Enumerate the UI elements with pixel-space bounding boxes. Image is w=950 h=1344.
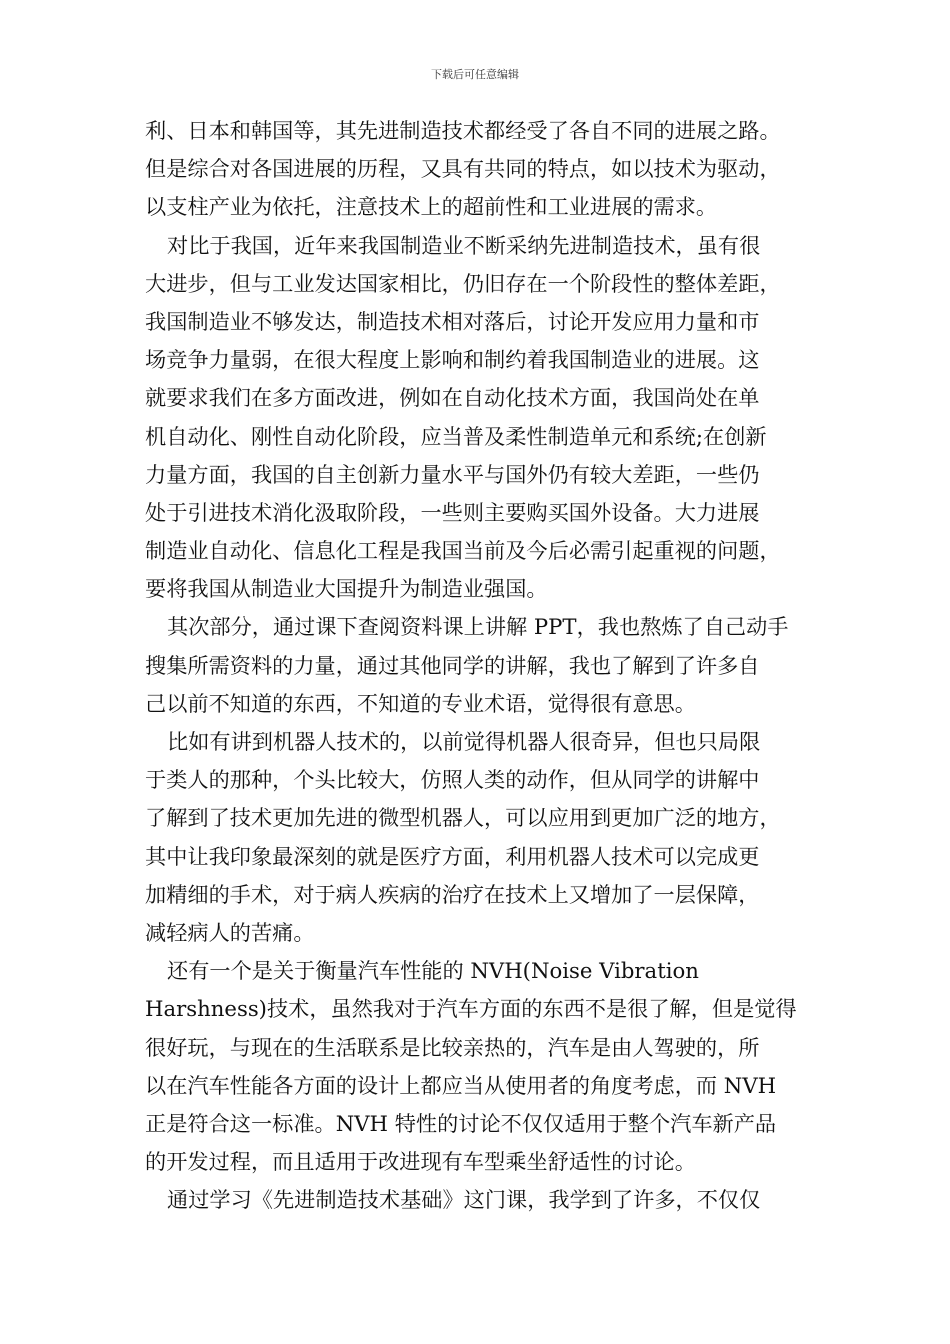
paragraph-first-line: 通过学习《先进制造技术基础》这门课，我学到了许多，不仅仅 [167,1187,761,1213]
text-line: 大进步，但与工业发达国家相比，仍旧存在一个阶段性的整体差距， [145,270,781,296]
text-line: 就要求我们在多方面改进，例如在自动化技术方面，我国尚处在单 [145,385,760,411]
text-line: 机自动化、刚性自动化阶段，应当普及柔性制造单元和系统;在创新 [145,423,767,449]
text-line: 利、日本和韩国等，其先进制造技术都经受了各自不同的进展之路。 [145,118,781,143]
text-line: 力量方面，我国的自主创新力量水平与国外仍有较大差距，一些仍 [145,461,760,487]
text-line: 场竞争力量弱，在很大程度上影响和制约着我国制造业的进展。这 [145,347,760,373]
paragraph-first-line: 比如有讲到机器人技术的，以前觉得机器人很奇异，但也只局限 [167,729,761,754]
text-line: 要将我国从制造业大国提升为制造业强国。 [145,576,548,602]
text-line: 但是综合对各国进展的历程，又具有共同的特点，如以技术为驱动， [145,156,781,182]
text-line: 很好玩，与现在的生活联系是比较亲热的，汽车是由人驾驶的，所 [145,1034,760,1060]
text-line: 制造业自动化、信息化工程是我国当前及今后必需引起重视的问题， [145,538,781,564]
paragraph-first-line: 对比于我国，近年来我国制造业不断采纳先进制造技术，虽有很 [167,232,761,258]
text-line: 加精细的手术，对于病人疾病的治疗在技术上又增加了一层保障， [145,881,760,907]
text-line: Harshness)技术，虽然我对于汽车方面的东西不是很了解，但是觉得 [145,996,797,1022]
text-line: 以在汽车性能各方面的设计上都应当从使用者的角度考虑，而 NVH [145,1072,777,1098]
body-text [145,112,815,1219]
text-line: 搜集所需资料的力量，通过其他同学的讲解，我也了解到了许多自 [145,652,760,678]
text-line: 于类人的那种，个头比较大，仿照人类的动作，但从同学的讲解中 [145,767,760,793]
paragraph-first-line: 其次部分，通过课下查阅资料课上讲解 PPT，我也熬炼了自己动手 [167,614,789,640]
text-line: 我国制造业不够发达，制造技术相对落后，讨论开发应用力量和市 [145,308,760,334]
paragraph-first-line: 还有一个是关于衡量汽车性能的 NVH(Noise Vibration [167,958,699,984]
text-line: 以支柱产业为依托，注意技术上的超前性和工业进展的需求。 [145,194,718,220]
text-line: 其中让我印象最深刻的就是医疗方面，利用机器人技术可以完成更 [145,843,760,869]
text-line: 处于引进技术消化汲取阶段，一些则主要购买国外设备。大力进展 [145,499,760,525]
text-line: 了解到了技术更加先进的微型机器人，可以应用到更加广泛的地方， [145,805,781,831]
text-line: 己以前不知道的东西，不知道的专业术语，觉得很有意思。 [145,690,696,716]
text-line: 正是符合这一标准。NVH 特性的讨论不仅仅适用于整个汽车新产品 [145,1110,777,1136]
text-line: 减轻病人的苦痛。 [145,919,315,945]
page-header: 下载后可任意编辑 [431,68,519,81]
text-line: 的开发过程，而且适用于改进现有车型乘坐舒适性的讨论。 [145,1149,696,1175]
